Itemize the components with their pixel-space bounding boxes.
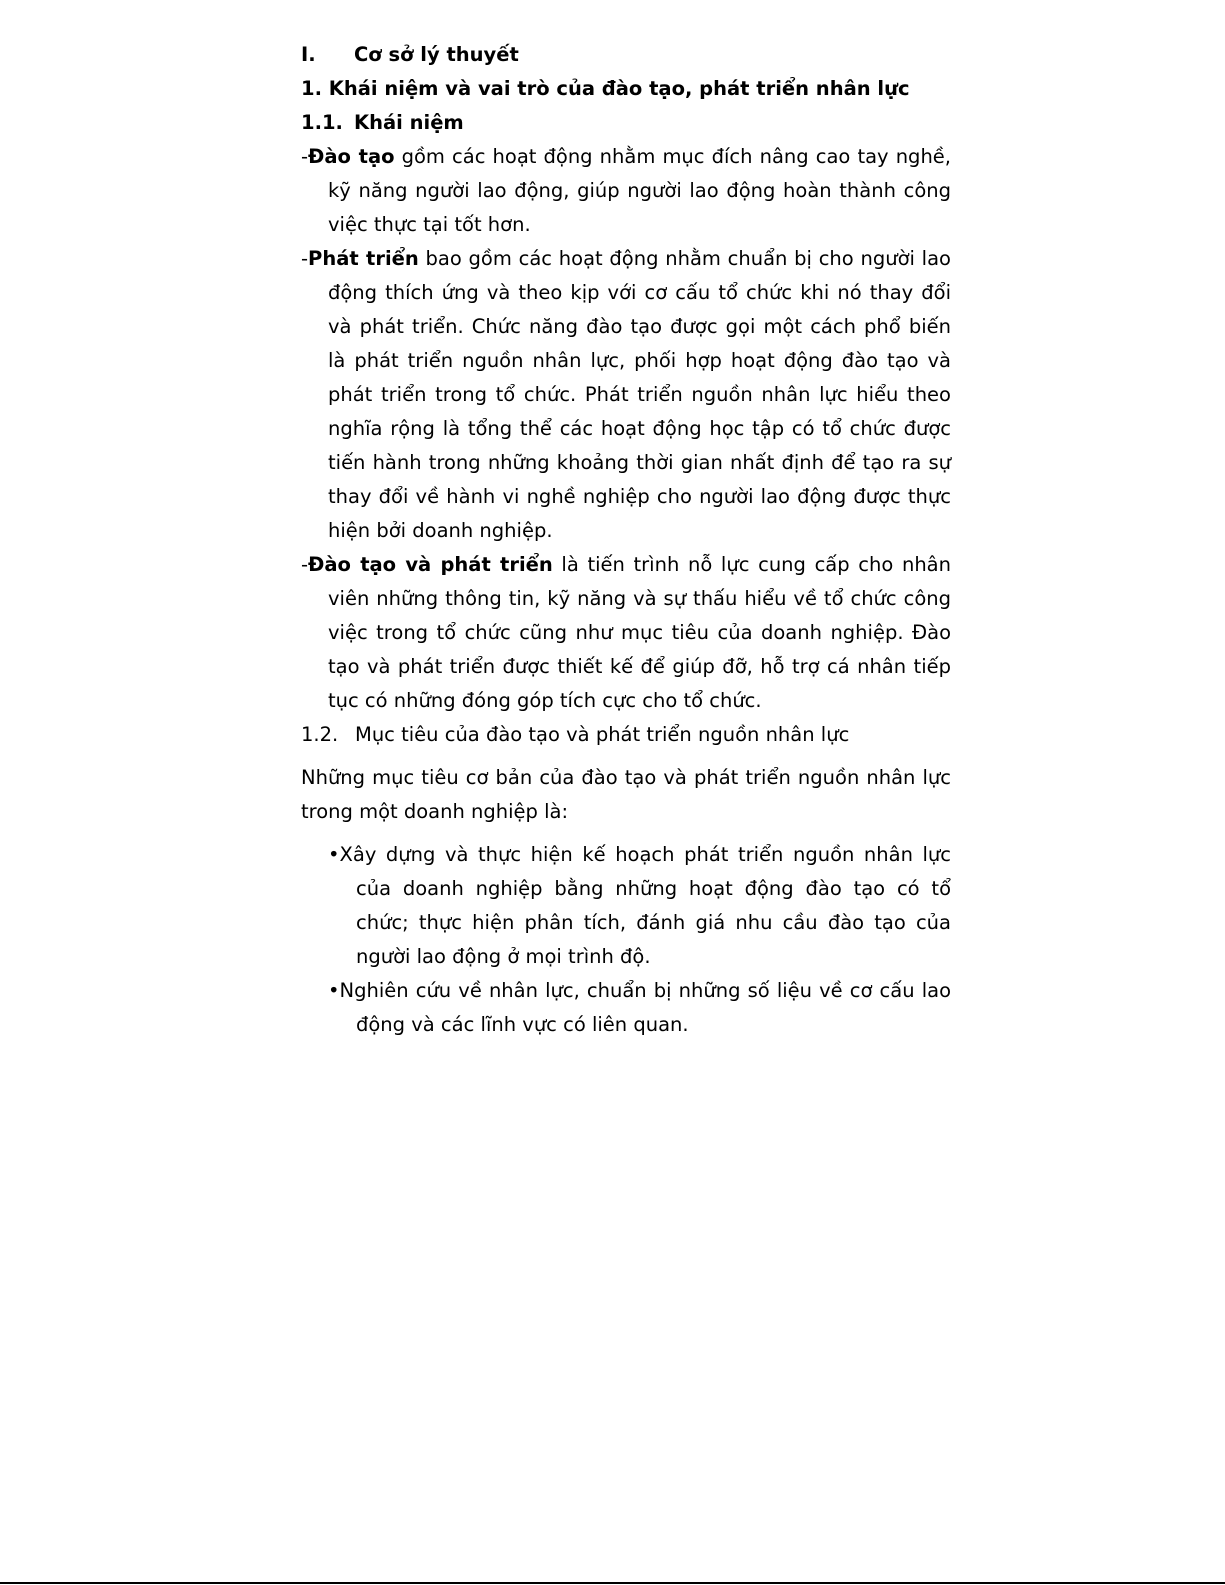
bullet-text: Xây dựng và thực hiện kế hoạch phát triển nguồn nhân lực của doanh nghiệp bằng những hoạt động đào tạo có tổ chức; thực hiện phân tích, đánh giá nhu cầu đào tạo của người lao động ở mọi trình độ.: [339, 843, 951, 968]
definition-text: gồm các hoạt động nhằm mục đích nâng cao tay nghề, kỹ năng người lao động, giúp người lao động hoàn thành công việc thực tại tốt hơn.: [328, 145, 951, 236]
definition-text: là tiến trình nỗ lực cung cấp cho nhân viên những thông tin, kỹ năng và sự thấu hiểu về tổ chức công việc trong tổ chức cũng như mục tiêu của doanh nghiệp. Đào tạo và phát triển được thiết kế để giúp đỡ, hỗ trợ cá nhân tiếp tục có những đóng góp tích cực cho tổ chức.: [328, 553, 951, 712]
definition-dash: -: [301, 145, 309, 168]
objective-bullet: [301, 838, 951, 974]
bullet-marker: •: [328, 979, 340, 1002]
heading-1: 1. Khái niệm và vai trò của đào tạo, phát triển nhân lực: [301, 77, 910, 100]
definition-dash: -: [301, 553, 309, 576]
definition-dao-tao-va-phat-trien: [301, 548, 951, 718]
definition-term: Đào tạo và phát triển: [308, 553, 553, 576]
definition-phat-trien: [301, 242, 951, 548]
objectives-intro: Những mục tiêu cơ bản của đào tạo và phát triển nguồn nhân lực trong một doanh nghiệp là:: [301, 766, 951, 823]
objective-bullet: [301, 974, 951, 1042]
bullet-text: Nghiên cứu về nhân lực, chuẩn bị những số liệu về cơ cấu lao động và các lĩnh vực có liên quan.: [339, 979, 951, 1036]
document-page: [301, 38, 951, 1042]
section-number: I.: [301, 43, 316, 66]
definition-text: bao gồm các hoạt động nhằm chuẩn bị cho người lao động thích ứng và theo kịp với cơ cấu tổ chức khi nó thay đổi và phát triển. Chức năng đào tạo được gọi một cách phổ biến là phát triển nguồn nhân lực, phối hợp hoạt động đào tạo và phát triển trong tổ chức. Phát triển nguồn nhân lực hiểu theo nghĩa rộng là tổng thể các hoạt động học tập có tổ chức được tiến hành trong những khoảng thời gian nhất định để tạo ra sự thay đổi về hành vi nghề nghiệp cho người lao động được thực hiện bởi doanh nghiệp.: [328, 247, 951, 542]
definition-dash: -: [301, 247, 309, 270]
section-heading: [301, 38, 951, 72]
section-title: Cơ sở lý thuyết: [354, 43, 519, 66]
heading-1-1-number: 1.1.: [301, 111, 343, 134]
definition-term: Phát triển: [308, 247, 419, 270]
page-bottom-divider: [0, 1582, 1225, 1584]
heading-1-2-title: Mục tiêu của đào tạo và phát triển nguồn nhân lực: [355, 723, 850, 746]
bullet-marker: •: [328, 843, 340, 866]
definition-dao-tao: [301, 140, 951, 242]
heading-1-2: [301, 718, 951, 752]
heading-1-1: [301, 106, 951, 140]
definition-term: Đào tạo: [308, 145, 395, 168]
heading-1-2-number: 1.2.: [301, 723, 339, 746]
heading-1-1-title: Khái niệm: [354, 111, 464, 134]
